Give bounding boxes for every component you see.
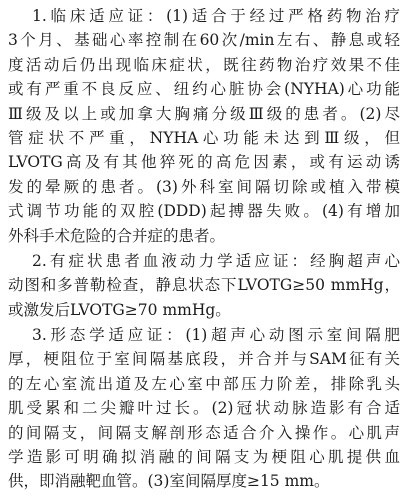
paragraph-clinical-indications: [8, 4, 400, 248]
paragraph-morphological-indications: [8, 323, 400, 494]
text-line: 外科手术危险的合并症的患者。: [8, 226, 226, 245]
paragraph-hemodynamic-indications: [8, 249, 400, 322]
text-line: 或激发后LVOTG≥70 mmHg。: [8, 300, 231, 319]
text-line: 厚，梗阻位于室间隔基底段，并合并与SAM征有关: [8, 350, 400, 369]
text-line: 学造影可明确拟消融的间隔支为梗阻心肌提供血: [8, 447, 400, 466]
text-line: 度活动后仍出现临床症状，既往药物治疗效果不佳: [8, 55, 400, 74]
text-line: 1.临床适应证：(1)适合于经过严格药物治疗: [32, 7, 400, 25]
text-line: 的间隔支，间隔支解剖形态适合介入操作。心肌声: [8, 423, 400, 442]
text-line: 供，即消融靶血管。(3)室间隔厚度≥15 mm。: [8, 472, 330, 491]
text-line: 或有严重不良反应、纽约心脏协会(NYHA)心功能: [8, 80, 400, 99]
text-line: 肌受累和二尖瓣叶过长。(2)冠状动脉造影有合适: [8, 399, 400, 418]
text-line: LVOTG高及有其他猝死的高危因素，或有运动诱: [8, 153, 400, 172]
text-line: 的左心室流出道及左心室中部压力阶差，排除乳头: [8, 374, 400, 393]
text-line: Ⅲ级及以上或加拿大胸痛分级Ⅲ级的患者。(2)尽: [8, 104, 400, 123]
text-line: 3.形态学适应证：(1)超声心动图示室间隔肥: [32, 326, 400, 344]
text-line: 发的晕厥的患者。(3)外科室间隔切除或植入带模: [8, 177, 400, 196]
text-line: 式调节功能的双腔(DDD)起搏器失败。(4)有增加: [8, 202, 400, 221]
text-line: 2.有症状患者血液动力学适应证：经胸超声心: [32, 252, 400, 270]
text-line: 动图和多普勒检查，静息状态下LVOTG≥50 mmHg，: [8, 276, 400, 295]
text-line: 管症状不严重，NYHA心功能未达到Ⅲ级，但: [8, 128, 400, 147]
text-line: 3个月、基础心率控制在60次/min左右、静息或轻: [8, 31, 400, 50]
